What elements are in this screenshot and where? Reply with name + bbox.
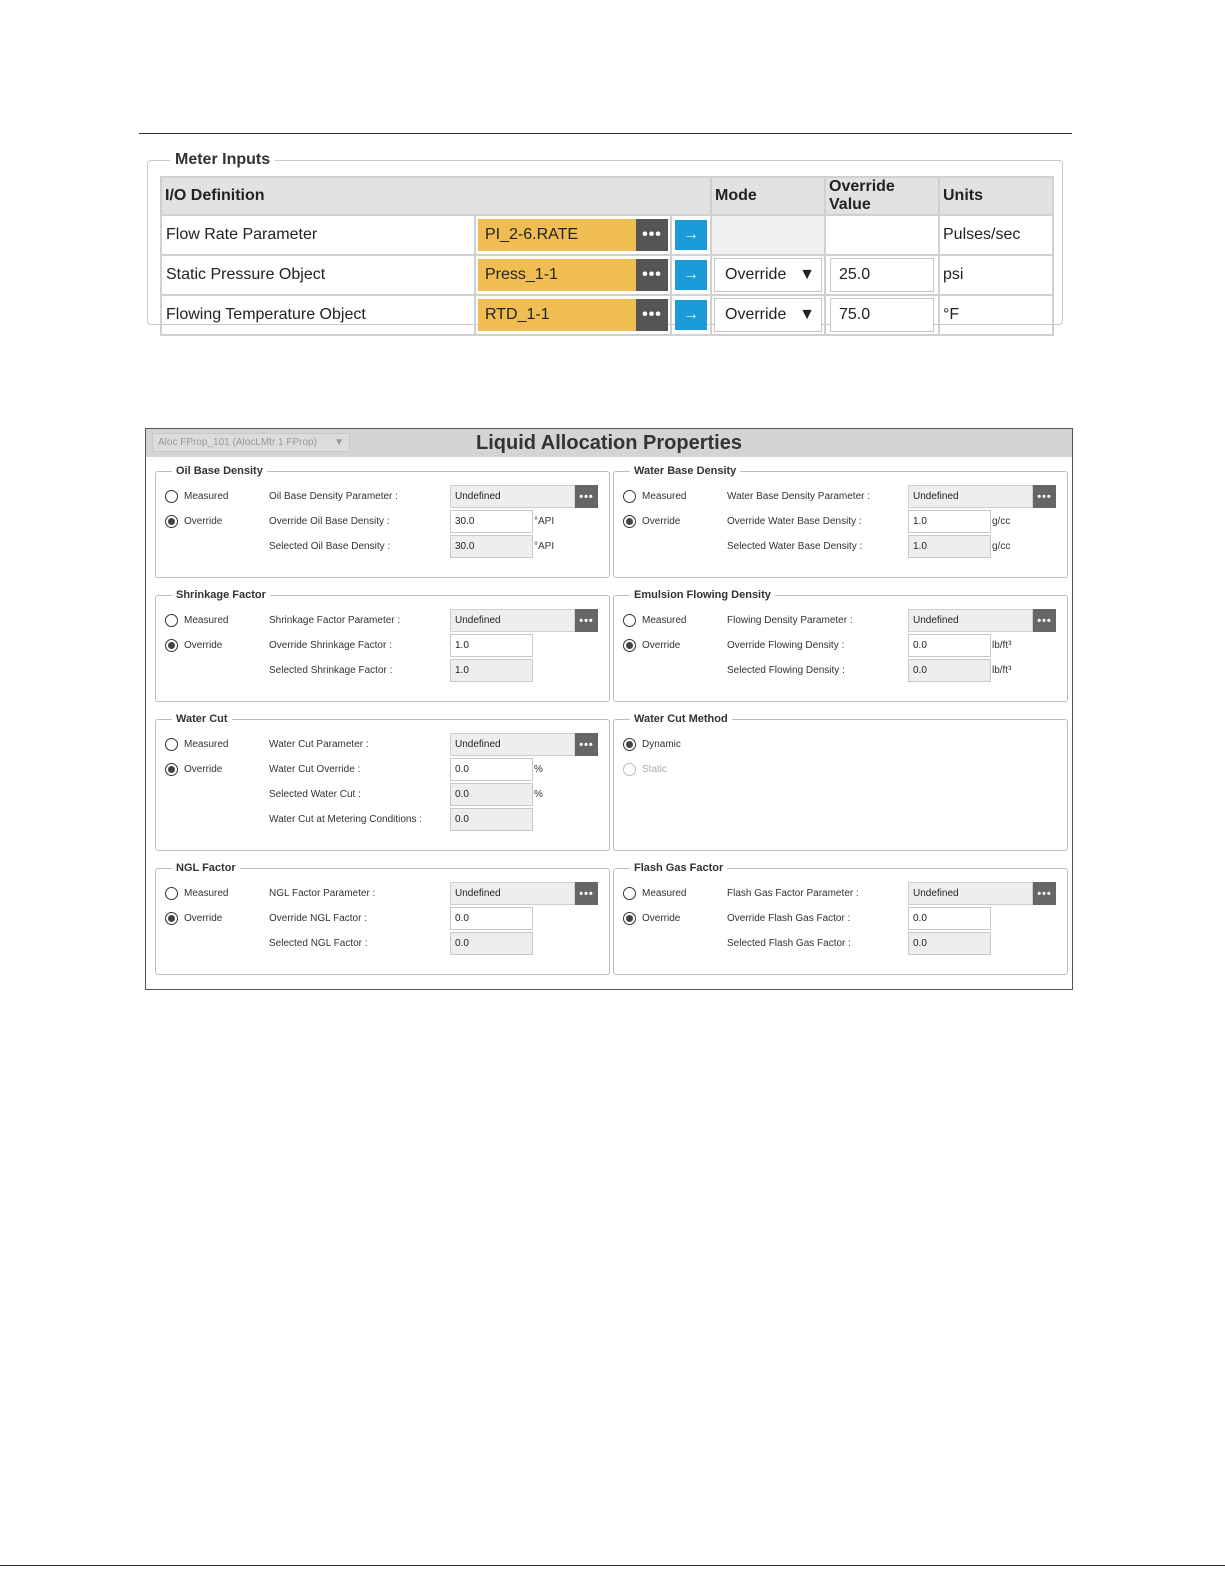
radio-label: Static: [642, 764, 668, 775]
group-title: Emulsion Flowing Density: [634, 589, 771, 601]
param-value: Undefined: [908, 882, 1033, 905]
emulsion-override-label: Override Flowing Density :: [727, 640, 845, 651]
radio-label: Override: [184, 516, 223, 527]
emulsion-override-input[interactable]: 0.0: [908, 634, 991, 657]
top-divider: [139, 133, 1072, 134]
panel-header: [146, 429, 1072, 457]
flowing-temperature-mode-select[interactable]: [714, 298, 822, 332]
water-cut-override-label: Water Cut Override :: [269, 764, 361, 775]
radio-selected-icon: [623, 912, 636, 925]
water-cut-param-label: Water Cut Parameter :: [269, 739, 369, 750]
ngl-measured-radio[interactable]: [165, 887, 228, 900]
ngl-override-input[interactable]: 0.0: [450, 907, 533, 930]
shrinkage-override-input[interactable]: 1.0: [450, 634, 533, 657]
radio-selected-icon: [165, 515, 178, 528]
header-units: Units: [939, 177, 1053, 215]
water-selected-value: 1.0: [908, 535, 991, 558]
param-value: Undefined: [450, 485, 575, 508]
group-title: Water Cut: [176, 713, 228, 725]
water-cut-static-radio[interactable]: [623, 763, 667, 776]
param-value: Undefined: [450, 733, 575, 756]
radio-label: Measured: [642, 491, 687, 502]
radio-label: Override: [184, 640, 223, 651]
static-pressure-object-field[interactable]: [478, 259, 668, 291]
water-cut-measured-radio[interactable]: [165, 738, 228, 751]
water-cut-selected-value: 0.0: [450, 783, 533, 806]
flow-rate-parameter-cell: [475, 215, 671, 255]
meter-inputs-table: [160, 176, 1054, 336]
oil-param-label: Oil Base Density Parameter :: [269, 491, 398, 502]
radio-empty-icon: [623, 614, 636, 627]
param-value: Undefined: [450, 882, 575, 905]
flash-param-label: Flash Gas Factor Parameter :: [727, 888, 859, 899]
oil-measured-radio[interactable]: [165, 490, 228, 503]
radio-selected-icon: [165, 763, 178, 776]
mode-cell: [711, 255, 825, 295]
ellipsis-icon[interactable]: •••: [1033, 485, 1056, 508]
ellipsis-icon[interactable]: •••: [636, 219, 668, 251]
radio-empty-icon: [623, 490, 636, 503]
static-pressure-mode-select[interactable]: [714, 258, 822, 292]
mode-selected-value: Override: [725, 306, 787, 323]
radio-selected-icon: [623, 515, 636, 528]
water-override-label: Override Water Base Density :: [727, 516, 862, 527]
table-row: [161, 215, 1053, 255]
override-cell-empty: [825, 215, 939, 255]
unit-flowing-temperature: °F: [939, 295, 1053, 335]
water-selected-unit: g/cc: [992, 541, 1011, 552]
emulsion-measured-radio[interactable]: [623, 614, 686, 627]
override-cell: [825, 255, 939, 295]
shrinkage-selected-label: Selected Shrinkage Factor :: [269, 665, 393, 676]
liquid-allocation-panel: [145, 428, 1073, 990]
emulsion-param-field[interactable]: [908, 609, 1056, 632]
radio-selected-icon: [623, 639, 636, 652]
shrinkage-override-label: Override Shrinkage Factor :: [269, 640, 392, 651]
ngl-override-label: Override NGL Factor :: [269, 913, 367, 924]
radio-empty-icon: [623, 763, 636, 776]
water-cut-override-input[interactable]: 0.0: [450, 758, 533, 781]
water-measured-radio[interactable]: [623, 490, 686, 503]
emulsion-param-label: Flowing Density Parameter :: [727, 615, 853, 626]
param-value: Undefined: [450, 609, 575, 632]
group-title: Water Base Density: [634, 465, 737, 477]
radio-empty-icon: [165, 614, 178, 627]
water-cut-override-unit: %: [534, 764, 543, 775]
ngl-selected-value: 0.0: [450, 932, 533, 955]
header-mode: Mode: [711, 177, 825, 215]
radio-empty-icon: [623, 887, 636, 900]
emulsion-selected-unit: lb/ft³: [992, 665, 1012, 676]
ellipsis-icon[interactable]: •••: [575, 733, 598, 756]
radio-label: Override: [642, 516, 681, 527]
radio-label: Measured: [184, 615, 229, 626]
param-value: Undefined: [908, 609, 1033, 632]
ellipsis-icon[interactable]: •••: [575, 882, 598, 905]
shrinkage-measured-radio[interactable]: [165, 614, 228, 627]
water-cut-selected-label: Selected Water Cut :: [269, 789, 361, 800]
shrinkage-param-field[interactable]: [450, 609, 598, 632]
shrinkage-selected-value: 1.0: [450, 659, 533, 682]
meter-inputs-title: Meter Inputs: [175, 151, 271, 168]
flowing-temperature-cell: [475, 295, 671, 335]
water-param-label: Water Base Density Parameter :: [727, 491, 871, 502]
ellipsis-icon[interactable]: •••: [575, 609, 598, 632]
bottom-divider: [0, 1565, 1225, 1566]
water-cut-method-group: [613, 713, 1068, 851]
radio-label: Override: [642, 640, 681, 651]
mode-selected-value: Override: [725, 266, 787, 283]
water-override-unit: g/cc: [992, 516, 1011, 527]
group-title: Water Cut Method: [634, 713, 728, 725]
panel-title: Liquid Allocation Properties: [476, 432, 742, 454]
radio-selected-icon: [165, 639, 178, 652]
row-label-flow-rate: Flow Rate Parameter: [161, 215, 475, 255]
row-label-static-pressure: Static Pressure Object: [161, 255, 475, 295]
radio-label: Measured: [184, 491, 229, 502]
row-label-flowing-temperature: Flowing Temperature Object: [161, 295, 475, 335]
radio-selected-icon: [165, 912, 178, 925]
ngl-override-radio[interactable]: [165, 912, 222, 925]
header-override-value: Override Value: [825, 177, 939, 215]
ellipsis-icon[interactable]: •••: [1033, 609, 1056, 632]
ngl-param-label: NGL Factor Parameter :: [269, 888, 376, 899]
water-cut-override-radio[interactable]: [165, 763, 222, 776]
emulsion-override-radio[interactable]: [623, 639, 680, 652]
radio-selected-icon: [623, 738, 636, 751]
water-selected-label: Selected Water Base Density :: [727, 541, 863, 552]
group-title: Flash Gas Factor: [634, 862, 724, 874]
fprop-selected-value: Aloc FProp_101 (AlocLMtr 1 FProp): [158, 437, 317, 448]
arrow-cell: [671, 255, 711, 295]
oil-override-unit: °API: [534, 516, 555, 527]
unit-flow-rate: Pulses/sec: [939, 215, 1053, 255]
ellipsis-icon[interactable]: •••: [636, 299, 668, 331]
flash-param-field[interactable]: [908, 882, 1056, 905]
radio-label: Override: [642, 913, 681, 924]
water-param-field[interactable]: [908, 485, 1056, 508]
oil-param-field[interactable]: [450, 485, 598, 508]
emulsion-override-unit: lb/ft³: [992, 640, 1012, 651]
ngl-param-field[interactable]: [450, 882, 598, 905]
flash-override-input[interactable]: 0.0: [908, 907, 991, 930]
ngl-selected-label: Selected NGL Factor :: [269, 938, 368, 949]
group-title: Shrinkage Factor: [176, 589, 266, 601]
radio-label: Measured: [184, 888, 229, 899]
arrow-right-icon[interactable]: →: [675, 220, 707, 250]
mode-cell-empty: [711, 215, 825, 255]
mode-cell: [711, 295, 825, 335]
radio-empty-icon: [165, 738, 178, 751]
water-cut-selected-unit: %: [534, 789, 543, 800]
water-cut-dynamic-radio[interactable]: [623, 738, 681, 751]
oil-override-input[interactable]: 30.0: [450, 510, 533, 533]
static-pressure-object-value: Press_1-1: [478, 259, 636, 291]
flow-rate-parameter-value: PI_2-6.RATE: [478, 219, 636, 251]
group-title: NGL Factor: [176, 862, 236, 874]
emulsion-selected-value: 0.0: [908, 659, 991, 682]
radio-label: Measured: [642, 888, 687, 899]
flash-measured-radio[interactable]: [623, 887, 686, 900]
ellipsis-icon[interactable]: •••: [636, 259, 668, 291]
table-header-row: [161, 177, 1053, 215]
water-override-input[interactable]: 1.0: [908, 510, 991, 533]
flow-rate-parameter-field[interactable]: [478, 219, 668, 251]
arrow-right-icon[interactable]: →: [675, 300, 707, 330]
emulsion-selected-label: Selected Flowing Density :: [727, 665, 845, 676]
flowing-temperature-object-value: RTD_1-1: [478, 299, 636, 331]
radio-label: Measured: [184, 739, 229, 750]
shrinkage-param-label: Shrinkage Factor Parameter :: [269, 615, 401, 626]
ellipsis-icon[interactable]: •••: [1033, 882, 1056, 905]
radio-label: Measured: [642, 615, 687, 626]
water-cut-metering-label: Water Cut at Metering Conditions :: [269, 814, 423, 825]
dropdown-arrow-icon: ▼: [799, 306, 815, 323]
oil-selected-value: 30.0: [450, 535, 533, 558]
radio-empty-icon: [165, 887, 178, 900]
dropdown-arrow-icon: ▼: [799, 266, 815, 283]
param-value: Undefined: [908, 485, 1033, 508]
table-row: [161, 295, 1053, 335]
water-cut-metering-value: 0.0: [450, 808, 533, 831]
radio-empty-icon: [165, 490, 178, 503]
unit-static-pressure: psi: [939, 255, 1053, 295]
group-title: Oil Base Density: [176, 465, 263, 477]
oil-override-label: Override Oil Base Density :: [269, 516, 390, 527]
radio-label: Override: [184, 764, 223, 775]
water-override-radio[interactable]: [623, 515, 680, 528]
arrow-cell: [671, 215, 711, 255]
arrow-cell: [671, 295, 711, 335]
flowing-temperature-object-field[interactable]: [478, 299, 668, 331]
static-pressure-override-input[interactable]: 25.0: [830, 258, 934, 292]
table-row: [161, 255, 1053, 295]
flash-selected-label: Selected Flash Gas Factor :: [727, 938, 851, 949]
oil-selected-unit: °API: [534, 541, 555, 552]
shrinkage-override-radio[interactable]: [165, 639, 222, 652]
flash-override-label: Override Flash Gas Factor :: [727, 913, 851, 924]
chevron-down-icon: ▼: [334, 437, 344, 448]
ellipsis-icon[interactable]: •••: [575, 485, 598, 508]
oil-override-radio[interactable]: [165, 515, 222, 528]
oil-selected-label: Selected Oil Base Density :: [269, 541, 391, 552]
header-io-definition: I/O Definition: [161, 177, 711, 215]
ngl-factor-group: [155, 862, 610, 975]
arrow-right-icon[interactable]: →: [675, 260, 707, 290]
override-cell: [825, 295, 939, 335]
radio-label: Dynamic: [642, 739, 681, 750]
static-pressure-cell: [475, 255, 671, 295]
flash-override-radio[interactable]: [623, 912, 680, 925]
flowing-temperature-override-input[interactable]: 75.0: [830, 298, 934, 332]
radio-label: Override: [184, 913, 223, 924]
flash-selected-value: 0.0: [908, 932, 991, 955]
water-cut-param-field[interactable]: [450, 733, 598, 756]
